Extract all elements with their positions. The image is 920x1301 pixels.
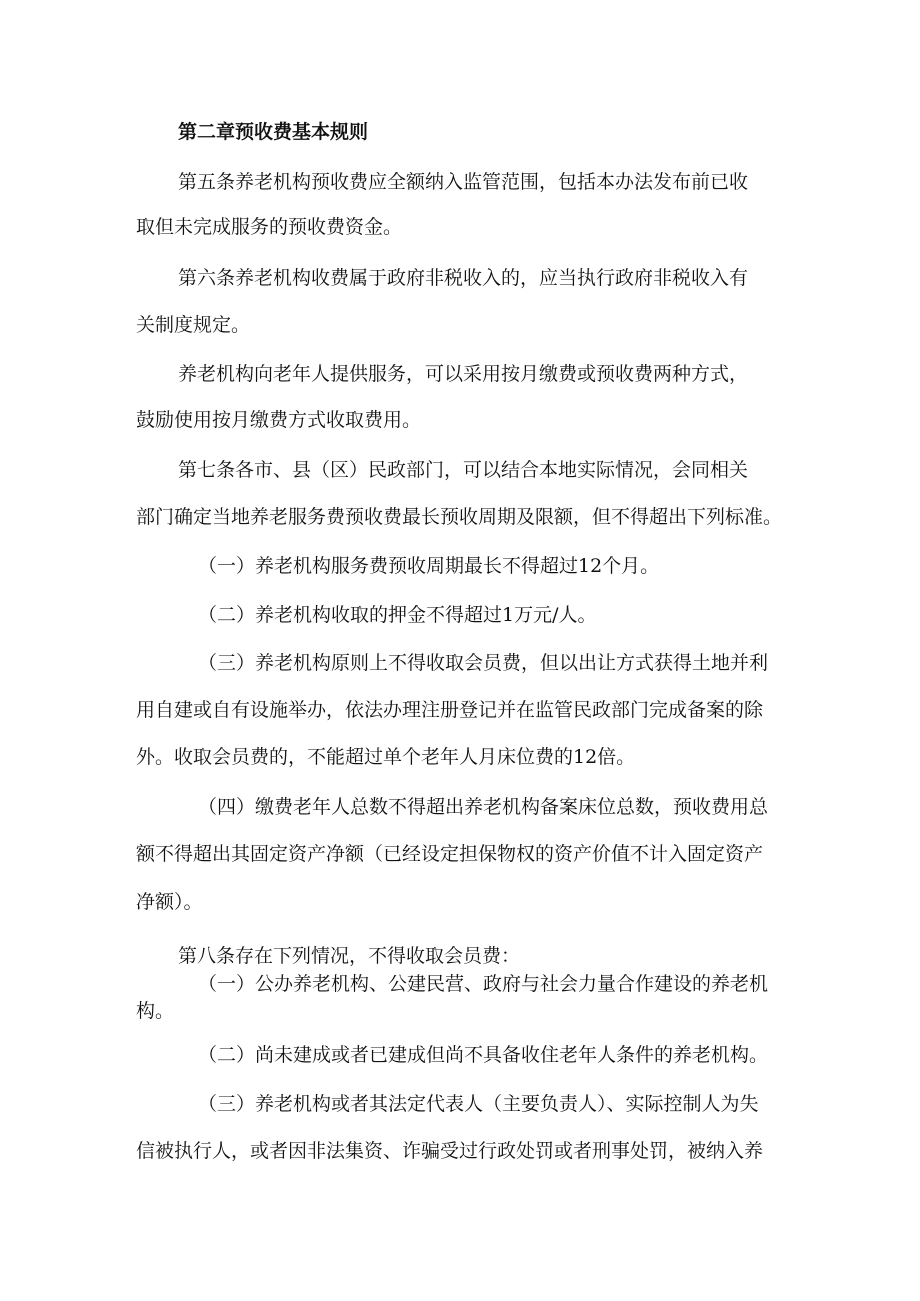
article-6-line-2: 关制度规定。 bbox=[136, 314, 251, 336]
article-8-item-2: （二）尚未建成或者已建成但尚不具备收住老年人条件的养老机构。 bbox=[198, 1044, 769, 1066]
chapter-heading: 第二章预收费基本规则 bbox=[178, 121, 369, 143]
article-7-item-3-line-2: 用自建或自有设施举办，依法办理注册登记并在监管民政部门完成备案的除 bbox=[136, 699, 764, 721]
article-7-line-1: 第七条各市、县（区）民政部门，可以结合本地实际情况，会同相关 bbox=[178, 459, 749, 481]
article-7-item-3-line-1: （三）养老机构原则上不得收取会员费，但以出让方式获得土地并利 bbox=[198, 652, 769, 674]
payment-mode-line-1: 养老机构向老年人提供服务，可以采用按月缴费或预收费两种方式， bbox=[178, 363, 749, 385]
payment-mode-line-2: 鼓励使用按月缴费方式收取费用。 bbox=[136, 409, 422, 431]
article-8-item-3-line-2: 信被执行人，或者因非法集资、诈骗受过行政处罚或者刑事处罚，被纳入养 bbox=[136, 1140, 764, 1162]
article-8-item-3-line-1: （三）养老机构或者其法定代表人（主要负责人）、实际控制人为失 bbox=[198, 1093, 759, 1115]
article-7-item-3-line-3: 外。收取会员费的，不能超过单个老年人月床位费的12倍。 bbox=[136, 746, 636, 768]
article-8-item-1-line-1: （一）公办养老机构、公建民营、政府与社会力量合作建设的养老机 bbox=[198, 973, 769, 995]
article-7-item-4-line-1: （四）缴费老年人总数不得超出养老机构备案床位总数，预收费用总 bbox=[198, 796, 769, 818]
article-8-line-1: 第八条存在下列情况，不得收取会员费： bbox=[178, 945, 521, 967]
article-7-item-4-line-3: 净额）。 bbox=[136, 891, 203, 913]
article-5-line-1: 第五条养老机构预收费应全额纳入监管范围，包括本办法发布前已收 bbox=[178, 171, 749, 193]
article-8-item-1-line-2: 构。 bbox=[136, 1000, 175, 1022]
article-7-item-1: （一）养老机构服务费预收周期最长不得超过12个月。 bbox=[198, 555, 660, 577]
article-7-item-4-line-2: 额不得超出其固定资产净额（已经设定担保物权的资产价值不计入固定资产 bbox=[136, 843, 764, 865]
article-6-line-1: 第六条养老机构收费属于政府非税收入的，应当执行政府非税收入有 bbox=[178, 267, 749, 289]
article-7-line-2: 部门确定当地养老服务费预收费最长预收周期及限额，但不得超出下列标准。 bbox=[136, 506, 783, 528]
article-7-item-2: （二）养老机构收取的押金不得超过1万元/人。 bbox=[198, 604, 597, 626]
article-5-line-2: 取但未完成服务的预收费资金。 bbox=[136, 216, 403, 238]
